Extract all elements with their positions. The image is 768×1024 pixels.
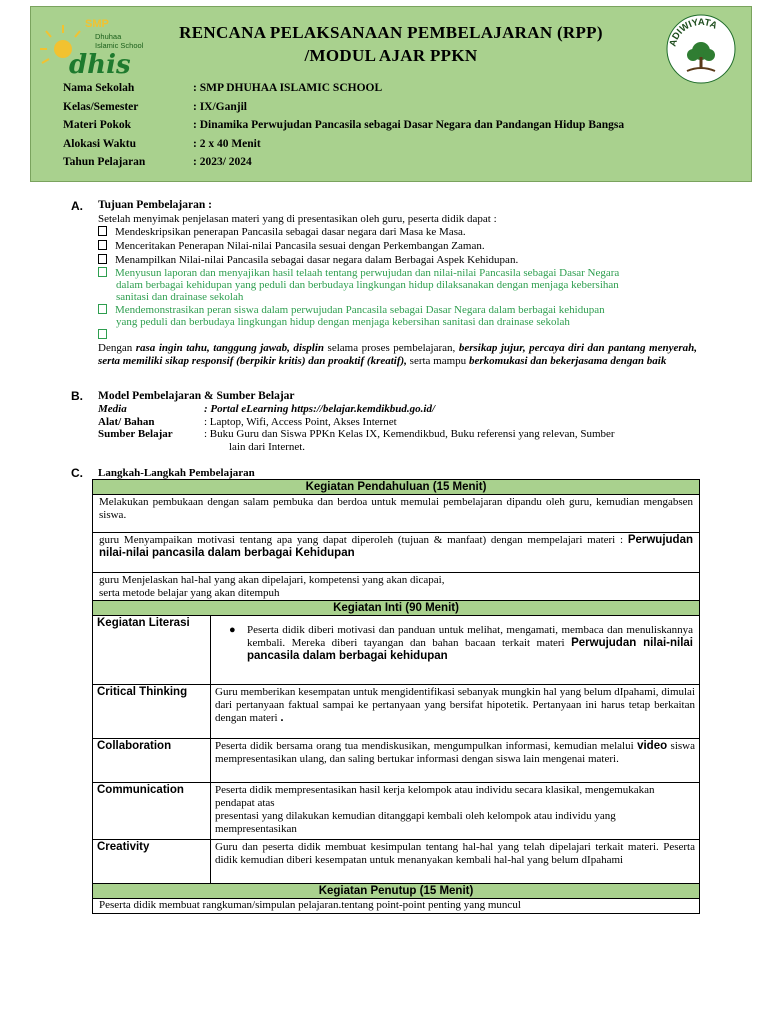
section-a-title: Tujuan Pembelajaran :	[98, 199, 212, 211]
checkbox-icon	[98, 254, 107, 264]
info-label: Alokasi Waktu	[63, 137, 136, 150]
character-statement: Dengan rasa ingin tahu, tanggung jawab, displin selama proses pembelajaran, bersikap jujur, percaya diri dan pantang menyerah, serta memiliki sikap responsif (berpikir kritis) dan proaktif (kreatif), serta mampu berkomukasi dan bekerjasama dengan baik	[98, 342, 697, 367]
checkbox-icon	[98, 240, 107, 250]
section-b-title: Model Pembelajaran & Sumber Belajar	[98, 390, 295, 402]
table-row	[93, 616, 699, 685]
info-row	[63, 156, 624, 175]
table-row: guru Menyampaikan motivasi tentang apa yang dapat diperoleh (tujuan & manfaat) dengan mempelajari materi : Perwujudan nilai-nilai pancasila dalam berbagai Kehidupan	[93, 533, 699, 573]
info-value: : SMP DHUHAA ISLAMIC SCHOOL	[193, 82, 383, 94]
bullet-icon: ●	[229, 624, 236, 636]
table-row: Creativity Guru dan peserta didik membuat kesimpulan tentang hal-hal yang telah dipelajari terkait materi. Peserta didik kemudian diberi kesempatan untuk menanyakan kembali hal-hal yang belum dIpahami	[93, 840, 699, 884]
activity-label: Collaboration	[93, 739, 211, 782]
objective-item: Mendeskripsikan penerapan Pancasila sebagai dasar negara dari Masa ke Masa.	[98, 226, 466, 238]
empty-objective-item	[98, 329, 115, 341]
bullet-item: ● Peserta didik diberi motivasi dan panduan untuk melihat, mengamati, membaca dan menuliskannya kembali. Mereka diberi tayangan dan bahan bacaan terkait materi Perwujudan nilai-nilai pancasila dalam berbagai kehidupan	[229, 624, 693, 662]
objective-item-green-cont: yang peduli dan berbudaya lingkungan hidup dengan menjaga kebersihan sanitasi dan drainase sekolah	[116, 316, 570, 328]
resource-row	[98, 428, 615, 441]
objective-item-green-cont: dalam berbagai kehidupan yang peduli dan berbudaya lingkungan hidup dilaksanakan dengan menjaga kebersihan	[116, 279, 619, 291]
resource-label: Media	[98, 403, 127, 415]
resource-label: Sumber Belajar	[98, 428, 173, 440]
svg-text:dhis: dhis	[69, 50, 131, 75]
section-c-title: Langkah-Langkah Pembelajaran	[98, 467, 255, 479]
info-value: : 2 x 40 Menit	[193, 137, 261, 150]
activity-label: Critical Thinking	[93, 685, 211, 738]
objective-item-green: Mendemonstrasikan peran siswa dalam perwujudan Pancasila sebagai Dasar Negara dalam berbagai kehidupan	[98, 304, 605, 316]
section-b-letter: B.	[71, 389, 83, 403]
phase-header-inti: Kegiatan Inti (90 Menit)	[93, 601, 699, 616]
table-row: Critical Thinking Guru memberikan kesempatan untuk mengidentifikasi sebanyak mungkin hal yang belum dIpahami, dimulai dari pertanyaan faktual sampai ke pertanyaan yang bersifat hipotetik. Pertanyaan ini harus tetap berkaitan dengan materi .	[93, 685, 699, 739]
info-label: Tahun Pelajaran	[63, 156, 146, 168]
learning-steps-table	[92, 479, 700, 914]
resource-value: : Laptop, Wifi, Access Point, Akses Internet	[204, 415, 397, 428]
table-row: Peserta didik membuat rangkuman/simpulan pelajaran.tentang point-point penting yang muncul	[99, 899, 521, 911]
phase-header-penutup: Kegiatan Penutup (15 Menit)	[93, 884, 699, 899]
resources-table	[98, 403, 615, 453]
phase-header-pendahuluan: Kegiatan Pendahuluan (15 Menit)	[93, 480, 699, 495]
svg-text:Dhuhaa: Dhuhaa	[95, 32, 122, 41]
resource-value: : Portal eLearning https://belajar.kemdikbud.go.id/	[204, 403, 436, 415]
checkbox-icon	[98, 226, 107, 236]
svg-text:ADIWIYATA: ADIWIYATA	[667, 16, 719, 48]
info-value: : 2023/ 2024	[193, 156, 252, 168]
info-row	[63, 119, 624, 138]
objective-item: Menampilkan Nilai-nilai Pancasila sebagai dasar negara dalam Berbagai Aspek Kehidupan.	[98, 254, 518, 266]
info-row	[63, 82, 624, 101]
document-subtitle: /MODUL AJAR PPKN	[304, 46, 478, 65]
info-value: : Dinamika Perwujudan Pancasila sebagai Dasar Negara dan Pandangan Hidup Bangsa	[193, 119, 625, 131]
section-a-letter: A.	[71, 199, 83, 213]
resource-value: : Buku Guru dan Siswa PPKn Kelas IX, Kemendikbud, Buku referensi yang relevan, Sumber	[204, 428, 615, 440]
resource-label: Alat/ Bahan	[98, 415, 155, 428]
document-title: RENCANA PELAKSANAAN PEMBELAJARAN (RPP)	[179, 23, 603, 42]
adiwiyata-logo	[665, 13, 737, 85]
info-label: Materi Pokok	[63, 119, 132, 131]
objective-item-green: Menyusun laporan dan menyajikan hasil telaah tentang perwujudan dan nilai-nilai Pancasila sebagai Dasar Negara	[98, 267, 619, 279]
svg-text:SMP: SMP	[85, 18, 109, 30]
document-header	[30, 6, 752, 182]
info-label: Nama Sekolah	[63, 82, 135, 94]
checkbox-icon	[98, 329, 107, 339]
objective-item-green-cont: sanitasi dan drainase sekolah	[116, 291, 244, 303]
table-row: Communication Peserta didik mempresentasikan hasil kerja kelompok atau individu secara klasikal, mengemukakan pendapat atas presentasi yang dilakukan kemudian ditanggapi kembali oleh kelompok atau individu yang mempresentasikan	[93, 783, 699, 840]
activity-label: Creativity	[93, 840, 211, 883]
resource-value-cont: lain dari Internet.	[229, 440, 306, 453]
checkbox-icon	[98, 267, 107, 277]
objective-item: Menceritakan Penerapan Nilai-nilai Pancasila sesuai dengan Perkembangan Zaman.	[98, 240, 485, 252]
info-row	[63, 138, 624, 157]
info-value: : IX/Ganjil	[193, 100, 247, 113]
activity-label: Kegiatan Literasi	[93, 616, 211, 684]
info-row	[63, 101, 624, 120]
checkbox-icon	[98, 304, 107, 314]
svg-text:Islamic School: Islamic School	[95, 41, 144, 50]
resource-row	[98, 441, 615, 454]
table-row: Melakukan pembukaan dengan salam pembuka dan berdoa untuk memulai pembelajaran dipandu oleh guru, kemudian mengabsen siswa.	[93, 495, 699, 533]
info-label: Kelas/Semester	[63, 100, 139, 113]
school-info	[63, 82, 624, 175]
resource-row	[98, 403, 615, 416]
section-c-letter: C.	[71, 466, 83, 480]
table-row: guru Menjelaskan hal-hal yang akan dipelajari, kompetensi yang akan dicapai, serta metode belajar yang akan ditempuh	[93, 573, 699, 601]
table-row: Collaboration Peserta didik bersama orang tua mendiskusikan, mengumpulkan informasi, kemudian melalui video siswa mempresentasikan ulang, dan saling bertukar informasi dengan siswa lain mengenai materi.	[93, 739, 699, 783]
resource-row	[98, 416, 615, 429]
activity-label: Communication	[93, 783, 211, 839]
section-a-intro: Setelah menyimak penjelasan materi yang di presentasikan oleh guru, peserta didik dapat :	[98, 213, 497, 225]
